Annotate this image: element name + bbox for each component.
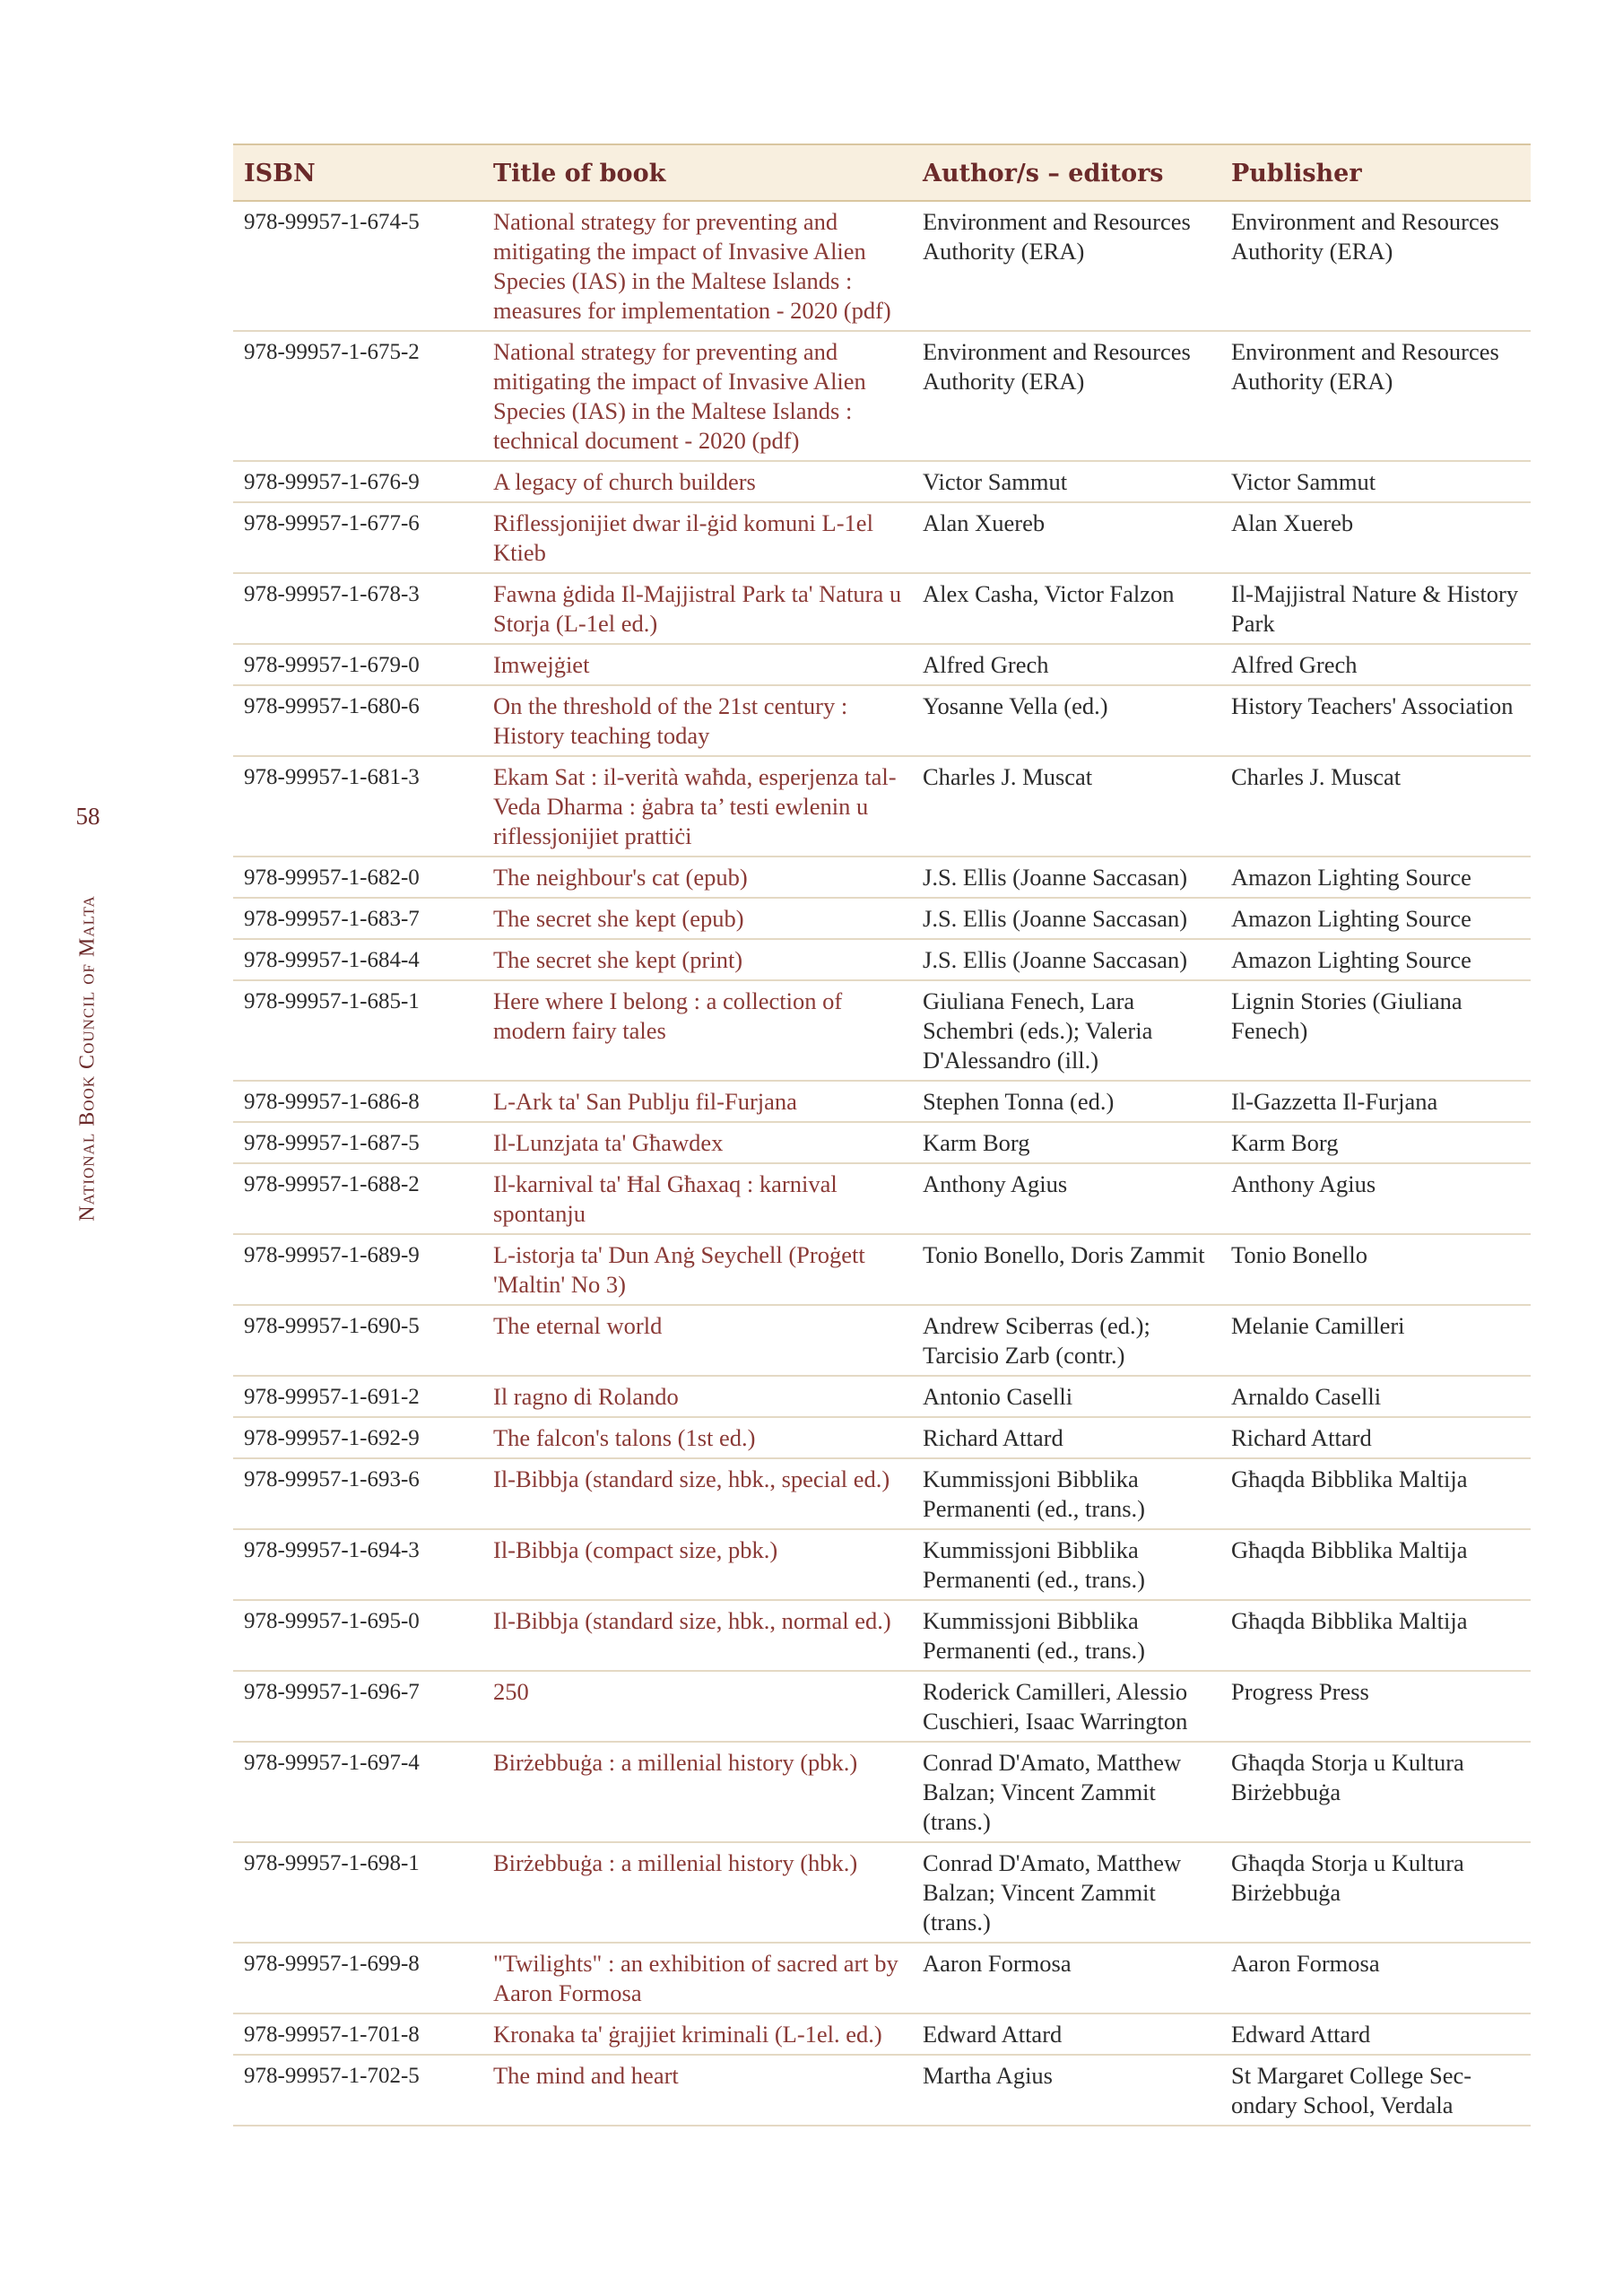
cell-publisher: Karm Borg: [1220, 1122, 1531, 1163]
cell-title: Kronaka ta' ġrajjiet kriminali (L-1el. ed.): [482, 2013, 912, 2055]
cell-publisher: Għaqda Bibblika Maltija: [1220, 1600, 1531, 1671]
cell-authors: Roderick Camilleri, Alessio Cuschieri, Isaac Warrington: [912, 1671, 1220, 1742]
table-row: [233, 1305, 1531, 1376]
isbn-table: [233, 144, 1531, 2126]
table-header-row: [233, 144, 1531, 201]
cell-title: L-istorja ta' Dun Anġ Seychell (Proġett 'Maltin' No 3): [482, 1234, 912, 1305]
isbn-table-container: [233, 144, 1531, 2126]
table-row: [233, 1600, 1531, 1671]
cell-isbn: 978-99957-1-698-1: [233, 1842, 482, 1943]
cell-isbn: 978-99957-1-702-5: [233, 2055, 482, 2126]
cell-publisher: Għaqda Storja u Kultura Birżebbuġa: [1220, 1742, 1531, 1842]
cell-publisher: Għaqda Bibblika Maltija: [1220, 1529, 1531, 1600]
cell-authors: Environment and Resources Authority (ERA): [912, 331, 1220, 461]
cell-authors: J.S. Ellis (Joanne Saccasan): [912, 939, 1220, 980]
cell-authors: Aaron Formosa: [912, 1943, 1220, 2013]
column-header-isbn: ISBN: [244, 159, 316, 187]
cell-publisher: Environment and Resources Authority (ERA): [1220, 331, 1531, 461]
cell-title: National strategy for preventing and mitigating the impact of Invasive Alien Species (IAS) in the Maltese Islands : technical document - 2020 (pdf): [482, 331, 912, 461]
cell-title: National strategy for preventing and mitigating the impact of Invasive Alien Species (IAS) in the Maltese Islands : measures for implementation - 2020 (pdf): [482, 201, 912, 331]
cell-title: The mind and heart: [482, 2055, 912, 2126]
table-header: [233, 144, 1531, 201]
cell-title: The eternal world: [482, 1305, 912, 1376]
cell-publisher: Anthony Agius: [1220, 1163, 1531, 1234]
table-row: [233, 685, 1531, 756]
cell-publisher: Environment and Resources Authority (ERA): [1220, 201, 1531, 331]
cell-isbn: 978-99957-1-690-5: [233, 1305, 482, 1376]
cell-title: Here where I belong : a collection of modern fairy tales: [482, 980, 912, 1081]
column-header-publisher: Publisher: [1231, 159, 1362, 187]
cell-isbn: 978-99957-1-687-5: [233, 1122, 482, 1163]
cell-title: The neighbour's cat (epub): [482, 857, 912, 898]
column-header-authors: Author/s – editors: [923, 159, 1164, 187]
table-row: [233, 644, 1531, 685]
cell-isbn: 978-99957-1-680-6: [233, 685, 482, 756]
cell-title: Il-Bibbja (compact size, pbk.): [482, 1529, 912, 1600]
cell-authors: Anthony Agius: [912, 1163, 1220, 1234]
cell-publisher: Il-Gazzetta Il-Furjana: [1220, 1081, 1531, 1122]
cell-publisher: Tonio Bonello: [1220, 1234, 1531, 1305]
table-row: [233, 502, 1531, 573]
cell-title: Il ragno di Rolando: [482, 1376, 912, 1417]
cell-isbn: 978-99957-1-694-3: [233, 1529, 482, 1600]
cell-authors: Kummissjoni Bibblika Permanenti (ed., trans.): [912, 1529, 1220, 1600]
cell-publisher: Lignin Stories (Giuliana Fenech): [1220, 980, 1531, 1081]
table-row: [233, 898, 1531, 939]
cell-authors: Conrad D'Amato, Matthew Balzan; Vincent Zammit (trans.): [912, 1842, 1220, 1943]
cell-authors: Charles J. Muscat: [912, 756, 1220, 857]
cell-publisher: Aaron Formosa: [1220, 1943, 1531, 2013]
cell-title: Riflessjonijiet dwar il-ġid komuni L-1el Ktieb: [482, 502, 912, 573]
cell-title: L-Ark ta' San Publju fil-Furjana: [482, 1081, 912, 1122]
page-number: 58: [75, 803, 100, 830]
cell-isbn: 978-99957-1-679-0: [233, 644, 482, 685]
cell-publisher: Il-Majjistral Nature & History Park: [1220, 573, 1531, 644]
table-body: [233, 201, 1531, 2126]
cell-authors: Stephen Tonna (ed.): [912, 1081, 1220, 1122]
cell-isbn: 978-99957-1-688-2: [233, 1163, 482, 1234]
table-row: [233, 939, 1531, 980]
cell-title: The secret she kept (epub): [482, 898, 912, 939]
table-row: [233, 573, 1531, 644]
cell-isbn: 978-99957-1-689-9: [233, 1234, 482, 1305]
cell-authors: Giuliana Fenech, Lara Schembri (eds.); Valeria D'Alessandro (ill.): [912, 980, 1220, 1081]
cell-isbn: 978-99957-1-678-3: [233, 573, 482, 644]
cell-isbn: 978-99957-1-676-9: [233, 461, 482, 502]
cell-authors: Andrew Sciberras (ed.); Tarcisio Zarb (contr.): [912, 1305, 1220, 1376]
cell-isbn: 978-99957-1-674-5: [233, 201, 482, 331]
cell-publisher: Għaqda Bibblika Maltija: [1220, 1458, 1531, 1529]
column-header-title: Title of book: [493, 159, 666, 187]
cell-publisher: Amazon Lighting Source: [1220, 898, 1531, 939]
cell-title: Birżebbuġa : a millenial history (pbk.): [482, 1742, 912, 1842]
cell-authors: Yosanne Vella (ed.): [912, 685, 1220, 756]
cell-authors: Richard Attard: [912, 1417, 1220, 1458]
cell-authors: Tonio Bonello, Doris Zammit: [912, 1234, 1220, 1305]
table-row: [233, 201, 1531, 331]
table-row: [233, 1529, 1531, 1600]
cell-isbn: 978-99957-1-685-1: [233, 980, 482, 1081]
cell-title: "Twilights" : an exhibition of sacred art by Aaron Formosa: [482, 1943, 912, 2013]
cell-isbn: 978-99957-1-693-6: [233, 1458, 482, 1529]
cell-authors: Victor Sammut: [912, 461, 1220, 502]
table-row: [233, 1842, 1531, 1943]
cell-isbn: 978-99957-1-681-3: [233, 756, 482, 857]
table-row: [233, 331, 1531, 461]
cell-authors: Alan Xuereb: [912, 502, 1220, 573]
table-row: [233, 2055, 1531, 2126]
table-row: [233, 1742, 1531, 1842]
cell-isbn: 978-99957-1-692-9: [233, 1417, 482, 1458]
cell-authors: Martha Agius: [912, 2055, 1220, 2126]
table-row: [233, 756, 1531, 857]
table-row: [233, 1943, 1531, 2013]
cell-title: A legacy of church builders: [482, 461, 912, 502]
cell-title: Il-karnival ta' Ħal Għaxaq : karnival spontanju: [482, 1163, 912, 1234]
cell-isbn: 978-99957-1-696-7: [233, 1671, 482, 1742]
cell-title: On the threshold of the 21st century : History teaching today: [482, 685, 912, 756]
table-row: [233, 1163, 1531, 1234]
cell-isbn: 978-99957-1-683-7: [233, 898, 482, 939]
cell-title: Ekam Sat : il-verità waħda, esperjenza tal-Veda Dharma : ġabra ta’ testi ewlenin u riflessjonijiet prattiċi: [482, 756, 912, 857]
cell-authors: J.S. Ellis (Joanne Saccasan): [912, 898, 1220, 939]
cell-authors: Environment and Resources Authority (ERA): [912, 201, 1220, 331]
table-row: [233, 461, 1531, 502]
cell-publisher: Għaqda Storja u Kultura Birżebbuġa: [1220, 1842, 1531, 1943]
cell-isbn: 978-99957-1-697-4: [233, 1742, 482, 1842]
cell-title: Il-Bibbja (standard size, hbk., normal ed.): [482, 1600, 912, 1671]
table-row: [233, 980, 1531, 1081]
cell-authors: Antonio Caselli: [912, 1376, 1220, 1417]
cell-publisher: Edward Attard: [1220, 2013, 1531, 2055]
cell-title: Fawna ġdida Il-Majjistral Park ta' Natura u Storja (L-1el ed.): [482, 573, 912, 644]
cell-publisher: Arnaldo Caselli: [1220, 1376, 1531, 1417]
cell-publisher: Alfred Grech: [1220, 644, 1531, 685]
cell-isbn: 978-99957-1-675-2: [233, 331, 482, 461]
cell-publisher: Progress Press: [1220, 1671, 1531, 1742]
cell-title: Il-Bibbja (standard size, hbk., special ed.): [482, 1458, 912, 1529]
cell-title: The falcon's talons (1st ed.): [482, 1417, 912, 1458]
table-row: [233, 1458, 1531, 1529]
table-row: [233, 857, 1531, 898]
cell-authors: J.S. Ellis (Joanne Saccasan): [912, 857, 1220, 898]
cell-publisher: Alan Xuereb: [1220, 502, 1531, 573]
cell-publisher: Victor Sammut: [1220, 461, 1531, 502]
table-row: [233, 1122, 1531, 1163]
table-row: [233, 1376, 1531, 1417]
cell-isbn: 978-99957-1-691-2: [233, 1376, 482, 1417]
cell-title: The secret she kept (print): [482, 939, 912, 980]
table-row: [233, 1081, 1531, 1122]
cell-publisher: St Margaret College Secondary School, Verdala: [1220, 2055, 1531, 2126]
cell-publisher: Charles J. Muscat: [1220, 756, 1531, 857]
cell-authors: Conrad D'Amato, Matthew Balzan; Vincent Zammit (trans.): [912, 1742, 1220, 1842]
cell-isbn: 978-99957-1-699-8: [233, 1943, 482, 2013]
cell-title: Imwejġiet: [482, 644, 912, 685]
running-head: National Book Council of Malta: [75, 895, 100, 1222]
cell-authors: Kummissjoni Bibblika Permanenti (ed., trans.): [912, 1600, 1220, 1671]
cell-isbn: 978-99957-1-684-4: [233, 939, 482, 980]
cell-title: 250: [482, 1671, 912, 1742]
cell-isbn: 978-99957-1-682-0: [233, 857, 482, 898]
cell-title: Il-Lunzjata ta' Għawdex: [482, 1122, 912, 1163]
cell-publisher: Richard Attard: [1220, 1417, 1531, 1458]
cell-authors: Alfred Grech: [912, 644, 1220, 685]
table-row: [233, 1417, 1531, 1458]
table-row: [233, 2013, 1531, 2055]
table-row: [233, 1671, 1531, 1742]
cell-authors: Kummissjoni Bibblika Permanenti (ed., trans.): [912, 1458, 1220, 1529]
cell-isbn: 978-99957-1-695-0: [233, 1600, 482, 1671]
cell-publisher: Amazon Lighting Source: [1220, 857, 1531, 898]
cell-publisher: History Teachers' Association: [1220, 685, 1531, 756]
cell-isbn: 978-99957-1-677-6: [233, 502, 482, 573]
cell-isbn: 978-99957-1-686-8: [233, 1081, 482, 1122]
cell-publisher: Amazon Lighting Source: [1220, 939, 1531, 980]
table-row: [233, 1234, 1531, 1305]
cell-title: Birżebbuġa : a millenial history (hbk.): [482, 1842, 912, 1943]
cell-publisher: Melanie Camilleri: [1220, 1305, 1531, 1376]
cell-isbn: 978-99957-1-701-8: [233, 2013, 482, 2055]
cell-authors: Karm Borg: [912, 1122, 1220, 1163]
cell-authors: Edward Attard: [912, 2013, 1220, 2055]
cell-authors: Alex Casha, Victor Falzon: [912, 573, 1220, 644]
